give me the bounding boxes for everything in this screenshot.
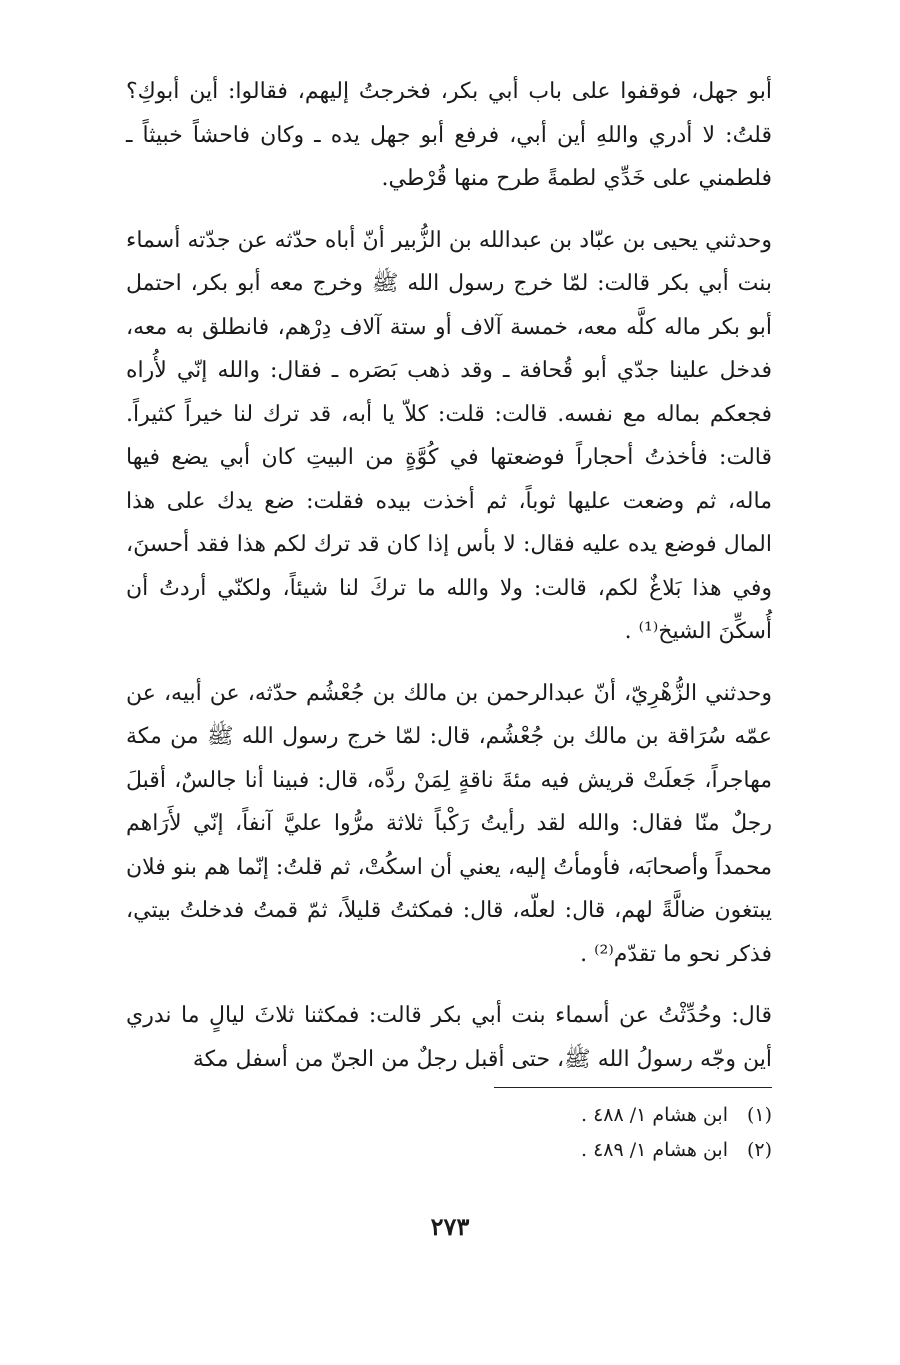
footnote-text: ابن هشام ١/ ٤٨٨ . (580, 1104, 728, 1126)
footnote-2 (126, 1133, 772, 1168)
page-body (126, 70, 772, 1168)
paragraph-2: وحدثني يحيى بن عبّاد بن عبدالله بن الزُّبير أنّ أباه حدّثه عن جدّته أسماء بنت أبي بكر قالت: لمّا خرج رسول الله ﷺ وخرج معه أبو بكر، احتمل أبو بكر ماله كلَّه معه، خمسة آلاف أو ستة آلاف دِرْهم، فانطلق به معه، فدخل علينا جدّي أبو قُحافة ـ وقد ذهب بَصَره ـ فقال: والله إنّي لأُراه فجعكم بماله مع نفسه. قالت: قلت: كلاّ يا أبه، قد ترك لنا خيراً كثيراً. قالت: فأخذتُ أحجاراً فوضعتها في كُوَّةٍ من البيتِ كان أبي يضع فيها ماله، ثم وضعت عليها ثوباً، ثم أخذت بيده فقلت: ضع يدك على هذا المال فوضع يده عليه فقال: لا بأس إذا كان قد ترك لكم هذا فقد أحسنَ، وفي هذا بَلاغٌ لكم، قالت: ولا والله ما تركَ لنا شيئاً، ولكنّي أردتُ أن أُسكِّنَ الشيخ⁽¹⁾ . (126, 227, 772, 644)
footnotes (126, 1098, 772, 1168)
page-number: ٢٧٣ (430, 1212, 470, 1241)
paragraph-4: قال: وحُدِّثْتُ عن أسماء بنت أبي بكر قالت: فمكثنا ثلاثَ ليالٍ ما ندري أين وجّه رسولُ الله ﷺ، حتى أقبل رجلٌ من الجنّ من أسفل مكة (126, 1003, 772, 1072)
paragraph-3: وحدثني الزُّهْرِيّ، أنّ عبدالرحمن بن مالك بن جُعْشُم حدّثه، عن أبيه، عن عمّه سُرَاقة بن مالك بن جُعْشُم، قال: لمّا خرج رسول الله ﷺ من مكة مهاجراً، جَعلَتْ قريش فيه مئةَ ناقةٍ لِمَنْ ردَّه، قال: فبينا أنا جالسٌ، أقبلَ رجلٌ منّا فقال: والله لقد رأيتُ رَكْباً ثلاثة مرُّوا عليَّ آنفاً، إنّي لأَرَاهم محمداً وأصحابَه، فأومأتُ إليه، يعني أن اسكُتْ، ثم قلتُ: إنّما هم بنو فلان يبتغون ضالَّةً لهم، قال: لعلّه، قال: فمكثتُ قليلاً، ثمّ قمتُ فدخلتُ بيتي، فذكر نحو ما تقدّم⁽²⁾ . (126, 680, 773, 967)
footnote-1 (126, 1098, 772, 1133)
footnote-divider (494, 1087, 772, 1088)
paragraph-1: أبو جهل، فوقفوا على باب أبي بكر، فخرجتُ إليهم، فقالوا: أين أبوكِ؟ قلتُ: لا أدري واللهِ أين أبي، فرفع أبو جهل يده ـ وكان فاحشاً خبيثاً ـ فلطمني على خَدِّي لطمةً طرح منها قُرْطي. (126, 79, 772, 191)
footnote-marker: (١) (746, 1104, 772, 1126)
footnote-text: ابن هشام ١/ ٤٨٩ . (580, 1139, 728, 1161)
footnote-marker: (٢) (746, 1139, 772, 1161)
